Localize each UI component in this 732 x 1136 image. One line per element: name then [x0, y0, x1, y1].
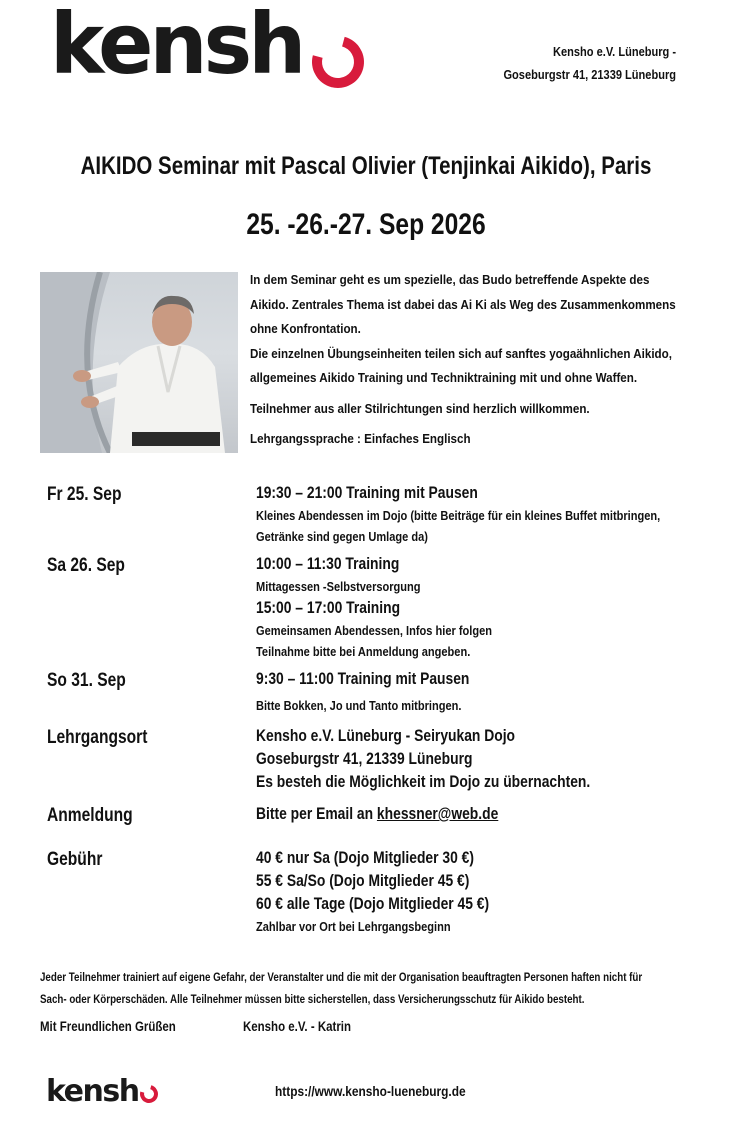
schedule-fr-line-3: Getränke sind gegen Umlage da) — [256, 529, 428, 544]
schedule-label-registration: Anmeldung — [47, 805, 133, 826]
intro-paragraph-1 — [250, 268, 679, 342]
schedule-label-so: So 31. Sep — [47, 670, 126, 691]
address-line-1: Kensho e.V. Lüneburg - — [553, 44, 676, 59]
disclaimer-line-2: Sach- oder Körperschäden. Alle Teilnehmer müssen bitte sicherstellen, dass Versicherungsschutz für Aikido besteht. — [40, 994, 585, 1006]
signature: Kensho e.V. - Katrin — [243, 1019, 351, 1034]
location-line-2: Goseburgstr 41, 21339 Lüneburg — [256, 750, 473, 768]
logo-enso-icon — [303, 26, 374, 97]
location-line-1: Kensho e.V. Lüneburg - Seiryukan Dojo — [256, 727, 516, 745]
registration-line — [256, 803, 626, 826]
header-address — [503, 40, 676, 86]
fee-line-2: 55 € Sa/So (Dojo Mitglieder 45 €) — [256, 872, 470, 890]
schedule-sa-line-4: Gemeinsamen Abendessen, Infos hier folgen — [256, 623, 492, 638]
logo-wordmark: kensh — [50, 0, 303, 93]
footer-logo — [46, 1074, 158, 1110]
intro-p1-end: als Weg des Zusammenkommens ohne Konfrontation. — [250, 296, 676, 336]
schedule-sa-line-5: Teilnahme bitte bei Anmeldung angeben. — [256, 644, 471, 659]
schedule-sa-line-3: 15:00 – 17:00 Training — [256, 599, 401, 617]
schedule-fr-line-1: 19:30 – 21:00 Training mit Pausen — [256, 484, 478, 502]
instructor-photo-image — [40, 272, 238, 453]
schedule-label-fr: Fr 25. Sep — [47, 484, 122, 505]
intro-ai-ki: Ai Ki — [460, 296, 487, 312]
registration-text: Bitte per Email an — [256, 805, 377, 823]
schedule-fr-line-2: Kleines Abendessen im Dojo (bitte Beiträge für ein kleines Buffet mitbringen, — [256, 508, 661, 523]
schedule-block-so — [256, 668, 696, 716]
intro-text — [250, 268, 678, 452]
intro-paragraph-2: Die einzelnen Übungseinheiten teilen sich auf sanftes yogaähnlichen Aikido, allgemeines Aikido Training und Techniktraining mit und ohne Waffen. — [250, 345, 672, 385]
page-title: AIKIDO Seminar mit Pascal Olivier (Tenjinkai Aikido), Paris — [80, 152, 652, 180]
liability-disclaimer — [40, 967, 686, 1011]
schedule-block-sa — [256, 553, 696, 662]
schedule-so-line-2: Bitte Bokken, Jo und Tanto mitbringen. — [256, 698, 462, 713]
closing-greeting: Mit Freundlichen Grüßen — [40, 1019, 176, 1034]
schedule-so-line-1: 9:30 – 11:00 Training mit Pausen — [256, 670, 470, 688]
schedule-block-fee — [256, 847, 696, 937]
website-link[interactable]: https://www.kensho-lueneburg.de — [275, 1083, 466, 1099]
instructor-photo — [40, 272, 238, 453]
intro-paragraph-4: Lehrgangssprache : Einfaches Englisch — [250, 431, 471, 446]
disclaimer-line-1: Jeder Teilnehmer trainiert auf eigene Gefahr, der Veranstalter und die mit der Organisation beauftragten Personen haften nicht für — [40, 972, 643, 984]
fee-line-3: 60 € alle Tage (Dojo Mitglieder 45 €) — [256, 895, 490, 913]
location-line-3: Es besteh die Möglichkeit im Dojo zu übernachten. — [256, 773, 591, 791]
address-line-2: Goseburgstr 41, 21339 Lüneburg — [503, 67, 676, 82]
fee-line-4: Zahlbar vor Ort bei Lehrgangsbeginn — [256, 919, 451, 934]
schedule-sa-line-2: Mittagessen -Selbstversorgung — [256, 579, 421, 594]
schedule-sa-line-1: 10:00 – 11:30 Training — [256, 555, 400, 573]
event-date: 25. -26.-27. Sep 2026 — [246, 208, 486, 241]
schedule-block-registration — [256, 803, 696, 826]
schedule-label-sa: Sa 26. Sep — [47, 555, 125, 576]
schedule-block-fr — [256, 482, 696, 547]
footer-logo-wordmark: kensh — [46, 1074, 139, 1109]
kensho-logo — [50, 0, 364, 93]
schedule-block-location — [256, 725, 696, 794]
intro-p1-start: In dem Seminar geht es um spezielle, das Budo betreffende Aspekte des Aikido. Zentrales Thema ist dabei das — [250, 272, 650, 312]
schedule-label-location: Lehrgangsort — [47, 727, 148, 748]
registration-email-link[interactable]: khessner@web.de — [376, 805, 499, 823]
intro-paragraph-3: Teilnehmer aus aller Stilrichtungen sind herzlich willkommen. — [250, 400, 590, 416]
schedule-label-fee: Gebühr — [47, 849, 103, 870]
fee-line-1: 40 € nur Sa (Dojo Mitglieder 30 €) — [256, 849, 474, 867]
footer-enso-icon — [136, 1082, 161, 1107]
